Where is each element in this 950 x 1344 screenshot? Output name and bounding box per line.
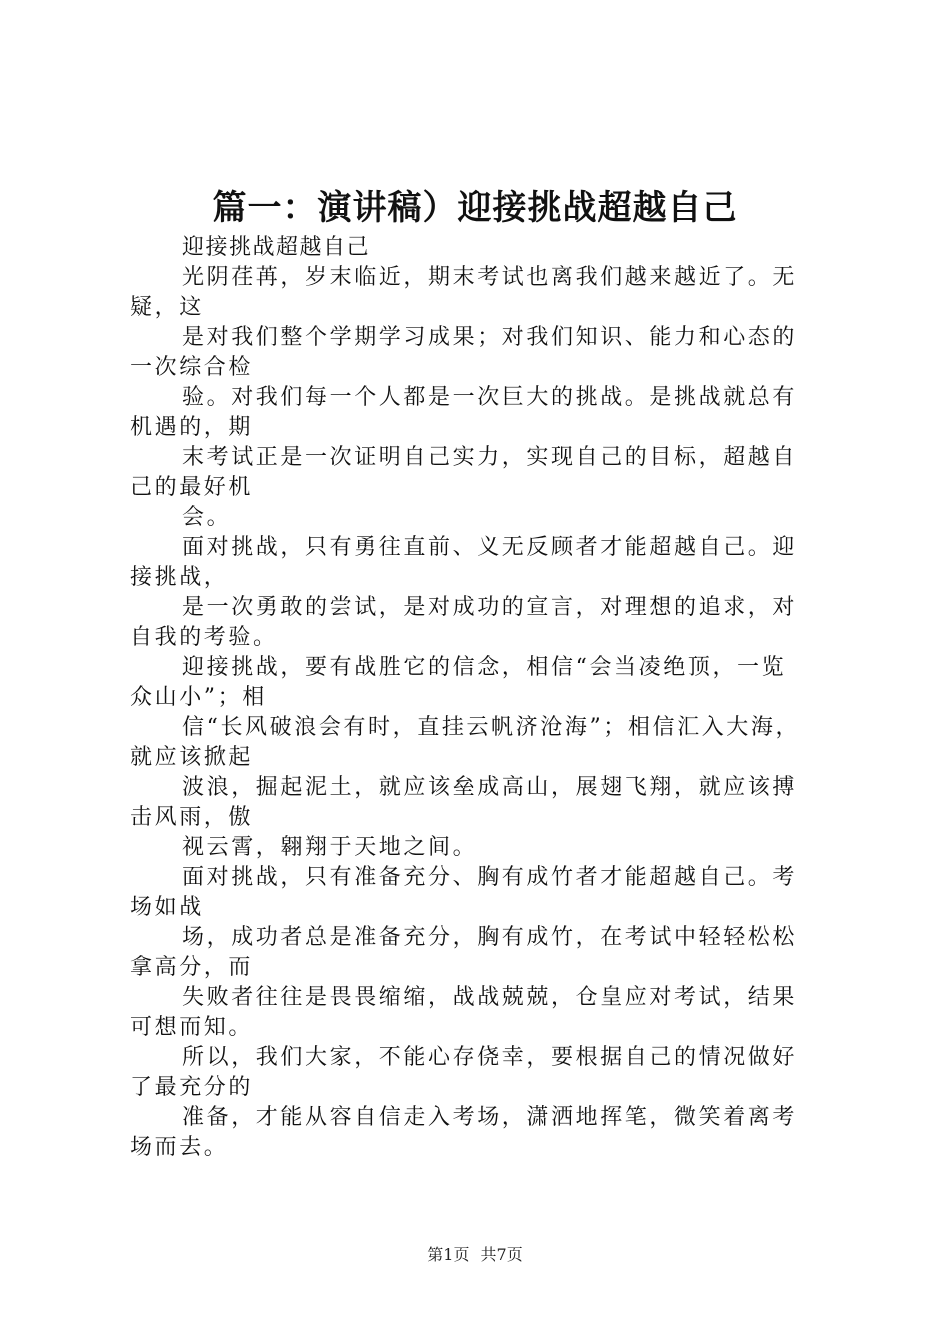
paragraph-line: 击风雨，傲 [130,805,254,830]
paragraph-line: 所以，我们大家，不能心存侥幸，要根据自己的情况做好 [182,1045,798,1070]
paragraph-line: 自我的考验。 [130,625,278,650]
paragraph [130,383,840,443]
paragraph [130,533,840,593]
paragraph-line: 可想而知。 [130,1015,254,1040]
paragraph-line: 是对我们整个学期学习成果；对我们知识、能力和心态的 [182,325,798,350]
paragraph-line: 己的最好机 [130,475,254,500]
paragraph [130,1043,840,1103]
paragraph-line: 场而去。 [130,1135,229,1160]
paragraph-line: 场，成功者总是准备充分，胸有成竹，在考试中轻轻松松 [182,925,798,950]
paragraph-line: 一次综合检 [130,355,254,380]
paragraph-line: 面对挑战，只有准备充分、胸有成竹者才能超越自己。考 [182,865,798,890]
paragraph-line: 面对挑战，只有勇往直前、义无反顾者才能超越自己。迎 [182,535,798,560]
paragraph [130,263,840,323]
paragraph-line: 失败者往往是畏畏缩缩，战战兢兢，仓皇应对考试，结果 [182,985,798,1010]
paragraph-line: 会。 [182,505,232,530]
paragraph [130,593,840,653]
paragraph [130,713,840,773]
document-body [130,233,840,1163]
paragraph-line: 众山小”；相 [130,685,267,710]
paragraph-line: 波浪，掘起泥土，就应该垒成高山，展翅飞翔，就应该搏 [182,775,798,800]
paragraph [130,443,840,503]
paragraph-line: 末考试正是一次证明自己实力，实现自己的目标，超越自 [182,445,798,470]
paragraph-line: 光阴荏苒，岁末临近，期末考试也离我们越来越近了。无 [182,265,798,290]
paragraph [130,323,840,383]
paragraph-line: 视云霄，翱翔于天地之间。 [182,835,478,860]
paragraph-line: 接挑战， [130,565,229,590]
paragraph-line: 就应该掀起 [130,745,254,770]
paragraph [130,1103,840,1163]
paragraph-line: 拿高分，而 [130,955,254,980]
paragraph-line: 准备，才能从容自信走入考场，潇洒地挥笔，微笑着离考 [182,1105,798,1130]
paragraph-line: 信“长风破浪会有时，直挂云帆济沧海”；相信汇入大海， [182,715,801,740]
page-number: 第1页 [427,1245,470,1264]
paragraph [130,773,840,833]
paragraph [130,653,840,713]
paragraph [130,833,840,863]
paragraph-line: 了最充分的 [130,1075,254,1100]
page-total: 共7页 [480,1245,523,1264]
paragraph-line: 验。对我们每一个人都是一次巨大的挑战。是挑战就总有 [182,385,798,410]
paragraph-line: 迎接挑战，要有战胜它的信念，相信“会当凌绝顶，一览 [182,655,787,680]
paragraph-line: 疑，这 [130,295,204,320]
paragraph-line: 场如战 [130,895,204,920]
paragraph [130,503,840,533]
document-title: 篇一：演讲稿）迎接挑战超越自己 [212,188,738,228]
page-footer [0,1244,950,1266]
paragraph [130,923,840,983]
paragraph-line: 机遇的，期 [130,415,254,440]
paragraph [130,863,840,923]
document-subtitle: 迎接挑战超越自己 [182,235,371,260]
paragraph-line: 是一次勇敢的尝试，是对成功的宣言，对理想的追求，对 [182,595,798,620]
paragraph [130,983,840,1043]
